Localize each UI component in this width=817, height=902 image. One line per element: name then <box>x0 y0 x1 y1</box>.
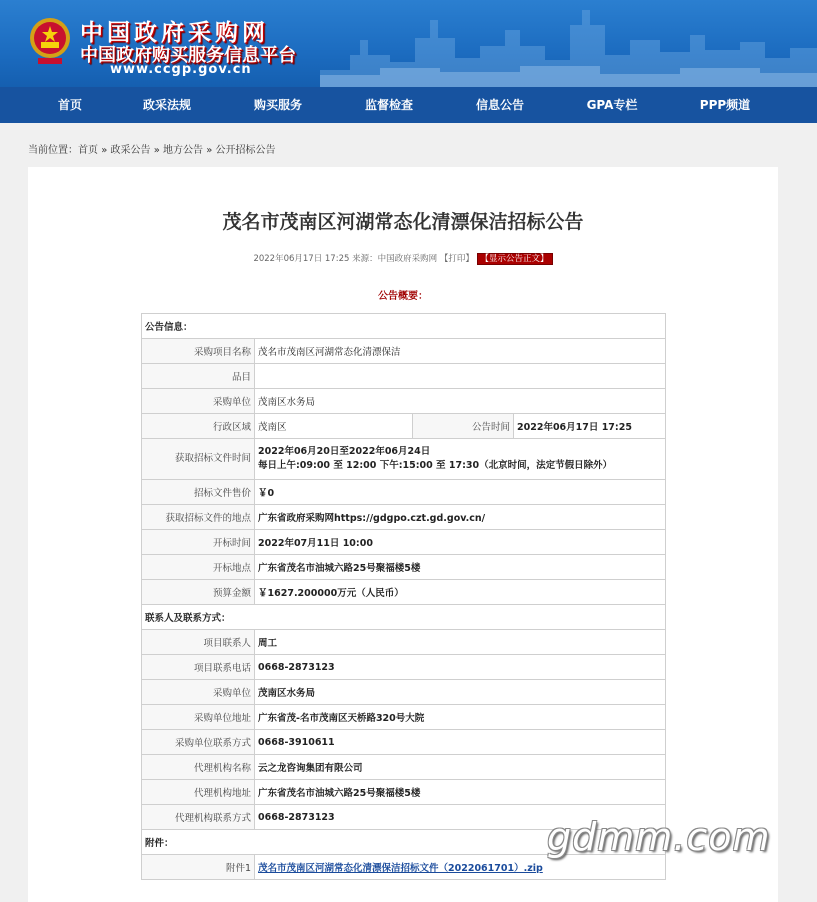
field-label: 行政区域 <box>142 414 255 439</box>
field-label: 采购项目名称 <box>142 339 255 364</box>
agency-name-value: 云之龙咨询集团有限公司 <box>255 755 666 780</box>
field-label: 预算金额 <box>142 580 255 605</box>
field-label: 采购单位联系方式 <box>142 730 255 755</box>
site-subtitle: 中国政府购买服务信息平台 <box>80 45 296 66</box>
table-row <box>142 680 666 705</box>
table-row <box>142 705 666 730</box>
nav-gpa[interactable]: GPA专栏 <box>586 98 638 112</box>
buyer-address-value: 广东省茂-名市茂南区天桥路320号大院 <box>255 705 666 730</box>
print-link[interactable]: 【打印】 <box>439 254 474 264</box>
notice-info-table <box>141 313 666 880</box>
buyer-unit-value: 茂南区水务局 <box>255 680 666 705</box>
breadcrumb <box>28 144 276 158</box>
table-row <box>142 480 666 505</box>
publish-datetime: 2022年06月17日 17:25 <box>253 254 350 264</box>
notice-meta <box>28 252 778 264</box>
buyer-phone-value: 0668-3910611 <box>255 730 666 755</box>
field-label: 采购单位 <box>142 680 255 705</box>
field-label: 代理机构地址 <box>142 780 255 805</box>
agency-phone-value: 0668-2873123 <box>255 805 666 830</box>
contact-phone-value: 0668-2873123 <box>255 655 666 680</box>
field-label: 附件1 <box>142 855 255 880</box>
region-value: 茂南区 <box>255 414 413 439</box>
city-skyline-illustration <box>320 0 817 87</box>
open-time-value: 2022年07月11日 10:00 <box>255 530 666 555</box>
nav-ppp[interactable]: PPP频道 <box>699 98 751 112</box>
table-row <box>142 730 666 755</box>
national-emblem-icon <box>28 14 72 66</box>
field-label: 品目 <box>142 364 255 389</box>
item-value <box>255 364 666 389</box>
table-row <box>142 439 666 480</box>
budget-value: ￥1627.200000万元（人民币） <box>255 580 666 605</box>
field-label: 采购单位地址 <box>142 705 255 730</box>
doc-time-line2: 每日上午:09:00 至 12:00 下午:15:00 至 17:30（北京时间，法定节假日除外） <box>258 460 613 471</box>
main-nav <box>0 87 817 123</box>
field-label: 获取招标文件的地点 <box>142 505 255 530</box>
attachment-link[interactable]: 茂名市茂南区河湖常态化清漂保洁招标文件（2022061701）.zip <box>258 863 543 874</box>
project-name-value: 茂名市茂南区河湖常态化清漂保洁 <box>255 339 666 364</box>
breadcrumb-prefix: 当前位置： <box>28 145 78 156</box>
field-label: 项目联系人 <box>142 630 255 655</box>
field-label: 项目联系电话 <box>142 655 255 680</box>
table-row <box>142 630 666 655</box>
doc-time-line1: 2022年06月20日至2022年06月24日 <box>258 446 431 457</box>
field-label: 代理机构联系方式 <box>142 805 255 830</box>
notice-title: 茂名市茂南区河湖常态化清漂保洁招标公告 <box>222 211 584 233</box>
nav-home[interactable]: 首页 <box>57 98 82 112</box>
site-banner <box>0 0 817 87</box>
table-row <box>142 780 666 805</box>
site-url: www.ccgp.gov.cn <box>110 62 252 77</box>
nav-supervision[interactable]: 监督检查 <box>364 98 413 112</box>
table-row <box>142 364 666 389</box>
table-row <box>142 505 666 530</box>
nav-regulations[interactable]: 政采法规 <box>142 98 191 112</box>
table-row <box>142 580 666 605</box>
publish-time-value: 2022年06月17日 17:25 <box>514 414 666 439</box>
breadcrumb-home[interactable]: 首页 <box>78 145 98 156</box>
notice-panel <box>28 167 778 902</box>
field-label: 招标文件售价 <box>142 480 255 505</box>
doc-price-value: ￥0 <box>255 480 666 505</box>
field-label: 公告时间 <box>413 414 514 439</box>
section-header: 附件： <box>142 830 666 855</box>
nav-announcements[interactable]: 信息公告 <box>475 98 524 112</box>
table-row <box>142 605 666 630</box>
buyer-value: 茂南区水务局 <box>255 389 666 414</box>
nav-purchase-services[interactable]: 购买服务 <box>253 98 302 112</box>
field-label: 开标时间 <box>142 530 255 555</box>
show-body-button[interactable]: 【显示公告正文】 <box>477 253 553 265</box>
open-place-value: 广东省茂名市油城六路25号聚福楼5楼 <box>255 555 666 580</box>
site-name: 中国政府采购网 <box>80 19 269 46</box>
breadcrumb-gov-notices[interactable]: 政采公告 <box>110 145 151 156</box>
breadcrumb-open-tender[interactable]: 公开招标公告 <box>215 145 276 156</box>
notice-source: 来源：中国政府采购网 <box>352 254 438 264</box>
table-row <box>142 389 666 414</box>
breadcrumb-separator: » <box>153 145 160 156</box>
field-label: 代理机构名称 <box>142 755 255 780</box>
table-row <box>142 339 666 364</box>
overview-label: 公告概要： <box>378 291 428 302</box>
table-row <box>142 655 666 680</box>
doc-place-value: 广东省政府采购网https://gdgpo.czt.gd.gov.cn/ <box>255 505 666 530</box>
section-header: 公告信息： <box>142 314 666 339</box>
table-row <box>142 530 666 555</box>
field-label: 采购单位 <box>142 389 255 414</box>
watermark: gdmm.com <box>547 815 771 859</box>
breadcrumb-separator: » <box>101 145 108 156</box>
doc-time-value <box>255 439 666 480</box>
section-header: 联系人及联系方式： <box>142 605 666 630</box>
table-row <box>142 314 666 339</box>
table-row <box>142 555 666 580</box>
table-row <box>142 755 666 780</box>
agency-address-value: 广东省茂名市油城六路25号聚福楼5楼 <box>255 780 666 805</box>
breadcrumb-local-notices[interactable]: 地方公告 <box>163 145 203 156</box>
field-label: 开标地点 <box>142 555 255 580</box>
breadcrumb-separator: » <box>206 145 213 156</box>
contact-value: 周工 <box>255 630 666 655</box>
table-row <box>142 414 666 439</box>
field-label: 获取招标文件时间 <box>142 439 255 480</box>
